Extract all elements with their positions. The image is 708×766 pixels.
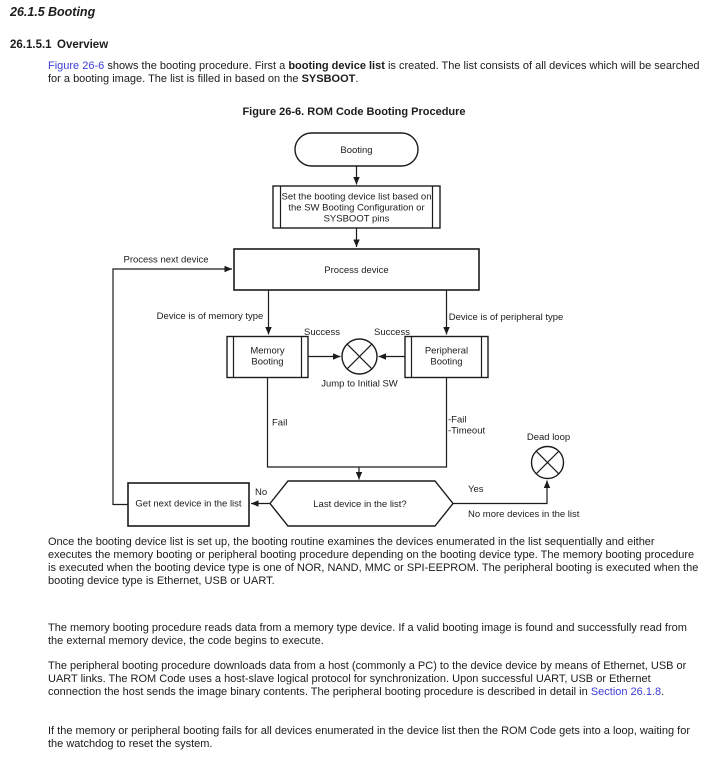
node-last-device-label: Last device in the list?: [313, 499, 407, 510]
flowchart-rom-code-booting: [0, 126, 708, 530]
label-fail-right: -Fail: [448, 414, 467, 426]
figure-26-6-link[interactable]: Figure 26-6: [48, 60, 105, 72]
intro-paragraph: [48, 60, 700, 86]
paragraph-dead-loop: If the memory or peripheral booting fails for all devices enumerated in the device list then the ROM Code gets into a loop, waiting for the watchdog to reset the system.: [48, 725, 691, 750]
label-timeout: -Timeout: [448, 425, 486, 437]
label-fail: Fail: [272, 417, 288, 429]
node-get-next-device-label: Get next device in the list: [135, 498, 242, 510]
subsection-number: 26.1.5.1: [10, 39, 52, 51]
loop-line-process-next-device: [113, 269, 232, 505]
node-peripheral-line2: Booting: [430, 356, 463, 368]
label-device-peripheral-type: Device is of peripheral type: [448, 312, 564, 323]
node-memory-line1: Memory: [250, 345, 285, 357]
label-device-memory-type: Device is of memory type: [156, 311, 264, 322]
peripheral-text-pre: The peripheral booting procedure downloads data from a host (commonly a PC) to the device device by means of Ethernet, USB or UART links. The ROM Code uses a host-slave logical protocol for synchronization. Upon successful UART, USB or Ethernet connection the host sends the image binary contents. The peripheral booting procedure is described in detail in: [48, 660, 687, 698]
label-no-more-devices: No more devices in the list: [468, 509, 580, 520]
node-process-device-label: Process device: [324, 264, 389, 276]
node-set-list-line2: the SW Booting Configuration or: [288, 202, 425, 214]
label-no: No: [255, 487, 268, 498]
label-process-next-device: Process next device: [123, 254, 209, 266]
fail-merge-line: [268, 378, 447, 468]
section-26-1-8-link[interactable]: Section 26.1.8: [590, 686, 662, 698]
label-dead-loop: Dead loop: [526, 432, 571, 443]
intro-text-3: .: [355, 73, 359, 85]
subsection-title: Overview: [57, 39, 109, 51]
label-success-left: Success: [304, 327, 340, 338]
section-heading: [10, 5, 95, 19]
section-title: Booting: [48, 5, 96, 19]
node-peripheral-line1: Peripheral: [424, 345, 469, 357]
intro-bold-sysboot: SYSBOOT: [301, 73, 356, 85]
intro-bold-booting-device-list: booting device list: [288, 60, 385, 72]
paragraph-once-booting-list: Once the booting device list is set up, the booting routine examines the devices enumerated in the list sequentially and either executes the memory booting or peripheral booting procedure depending on the booting device type. The memory booting procedure is executed when the booting device type is one of NOR, NAND, MMC or SPI-EEPROM. The peripheral booting is executed when the booting device type is Ethernet, USB or UART.: [48, 536, 699, 587]
intro-text-1: shows the booting procedure. First a: [104, 60, 289, 72]
node-booting-label: Booting: [340, 144, 373, 156]
peripheral-text-post: .: [661, 686, 665, 698]
node-memory-line2: Booting: [251, 356, 284, 368]
section-number: 26.1.5: [10, 5, 45, 19]
intro-text-2: is created. The list consists of all devices which will be searched for a booting image. The list is filled in based on the: [48, 60, 700, 85]
label-yes: Yes: [468, 484, 484, 495]
label-jump-to-initial-sw: Jump to Initial SW: [321, 378, 398, 390]
subsection-heading: [10, 39, 108, 51]
paragraph-peripheral-booting: [48, 660, 700, 699]
figure-caption: Figure 26-6. ROM Code Booting Procedure: [242, 106, 466, 118]
paragraph-memory-booting: The memory booting procedure reads data from a memory type device. If a valid booting image is found and successfully read from the external memory device, the code begins to execute.: [48, 622, 687, 647]
node-set-list-line1: Set the booting device list based on: [281, 191, 432, 203]
node-set-list-line3: SYSBOOT pins: [323, 213, 390, 225]
label-success-right: Success: [374, 327, 410, 338]
